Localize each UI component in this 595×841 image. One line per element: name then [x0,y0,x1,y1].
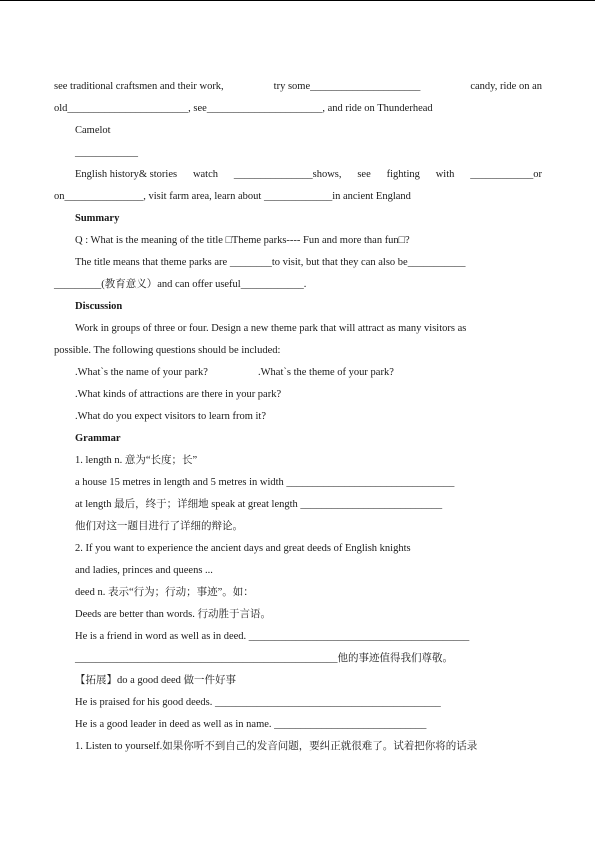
answer-text: The title means that theme parks are ________to visit, but that they can also be___________ [75,257,466,268]
grammar-extension: 【拓展】do a good deed 做一件好事 [75,675,236,686]
text-segment: _______________shows, [233,169,342,180]
grammar-example: Deeds are better than words. 行动胜于言语。 [75,609,271,620]
discussion-question: .What`s the name of your park? [75,367,208,378]
text-segment: see [357,169,371,180]
text-segment: English history& stories [75,169,178,180]
text-segment: try some_____________________ [273,81,421,92]
text-line [54,80,542,93]
discussion-question: .What kinds of attractions are there in your park? [75,389,282,400]
blank-line: ____________ [75,147,138,158]
discussion-question: .What`s the theme of your park? [258,367,394,378]
grammar-item: and ladies, princes and queens ... [75,565,213,576]
text-line [75,168,542,181]
text-segment: fighting [386,169,420,180]
grammar-example: at length 最后，终于；详细地 speak at great length ___________________________ [75,499,443,510]
grammar-item: 1. Listen to yourself.如果你听不到自己的发音问题，要纠正就很难了。试着把你将的话录 [75,741,478,752]
text-segment: see traditional craftsmen and their work, [54,81,224,92]
answer-text: _________(教育意义）and can offer useful____________. [54,279,307,290]
page-top-border [0,0,595,1]
discussion-question: .What do you expect visitors to learn from it? [75,411,266,422]
section-heading-summary: Summary [75,213,120,224]
section-heading-discussion: Discussion [75,301,123,312]
text-segment: candy, ride on an [470,81,542,92]
text-segment: watch [192,169,219,180]
grammar-example: He is a friend in word as well as in deed. __________________________________________ [75,631,470,642]
paragraph-text: possible. The following questions should be included: [54,345,281,356]
grammar-example: a house 15 metres in length and 5 metres in width ________________________________ [75,477,455,488]
text-segment: with [435,169,455,180]
grammar-item: 1. length n. 意为“长度；长” [75,455,198,466]
grammar-example: deed n. 表示“行为；行动；事迹”。如： [75,587,254,598]
text-segment: ____________or [470,169,542,180]
paragraph-text: Work in groups of three or four. Design a new theme park that will attract as many visitors as [75,323,467,334]
section-heading-grammar: Grammar [75,433,121,444]
text-line: on_______________, visit farm area, learn about _____________in ancient England [54,191,411,202]
grammar-item: 2. If you want to experience the ancient days and great deeds of English knights [75,543,411,554]
grammar-example: He is praised for his good deeds. ___________________________________________ [75,697,441,708]
text-line: old_______________________, see______________________, and ride on Thunderhead [54,103,433,114]
text-line: Camelot [75,125,111,136]
grammar-example: He is a good leader in deed as well as in name. _____________________________ [75,719,427,730]
grammar-example: 他们对这一题目进行了详细的辩论。 [75,521,243,532]
grammar-example: __________________________________________________他的事迹值得我们尊敬。 [75,653,453,664]
question-text: Q : What is the meaning of the title □Theme parks---- Fun and more than fun□? [75,235,410,246]
